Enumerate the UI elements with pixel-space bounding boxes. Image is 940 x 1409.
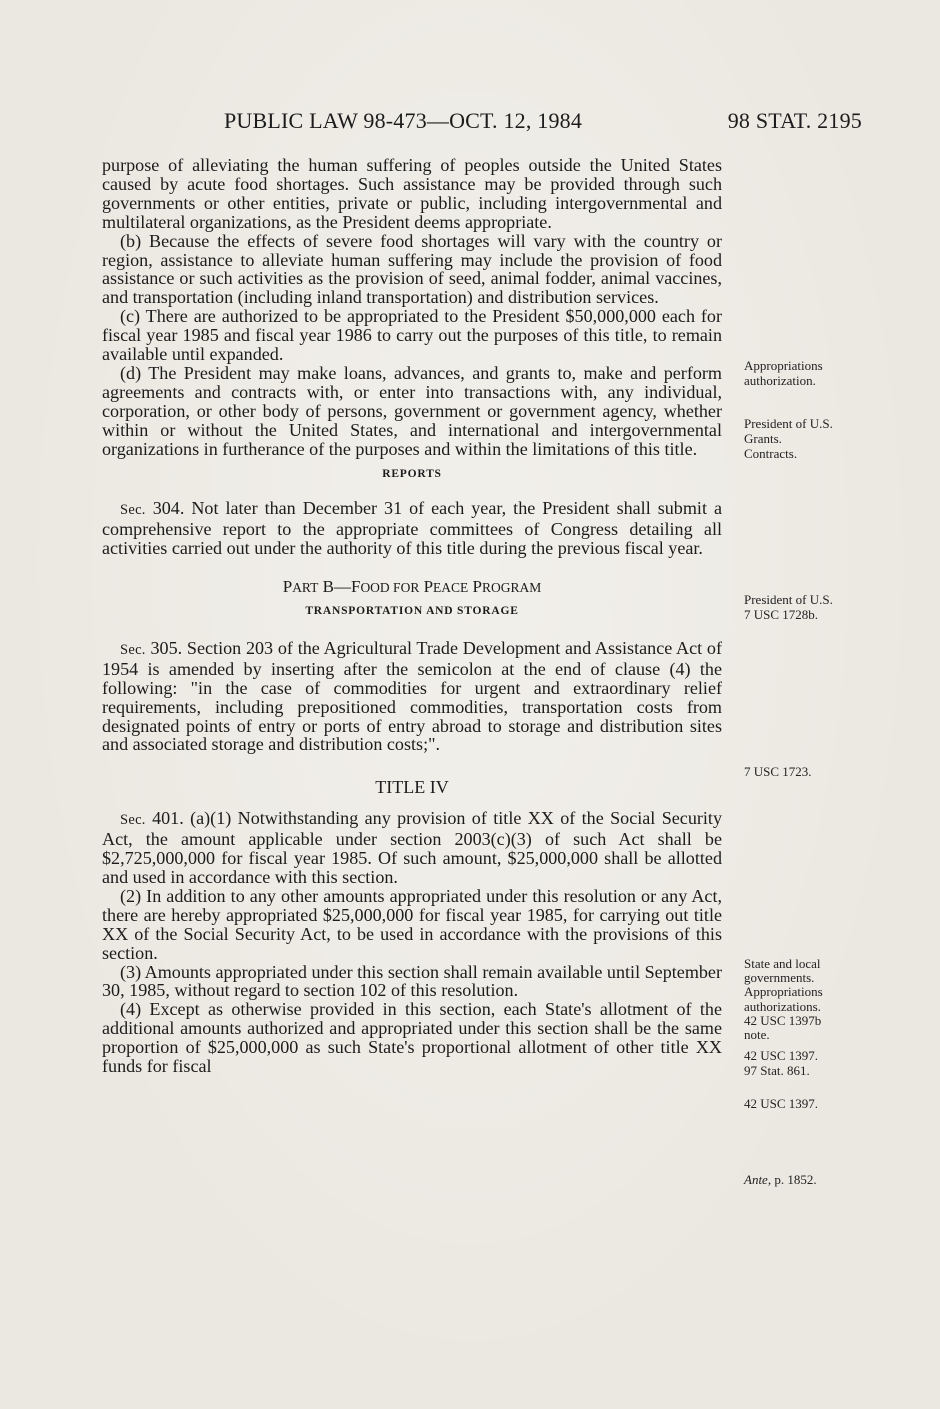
margin-note-42usc1397: 42 USC 1397. 97 Stat. 861. [744, 1048, 819, 1078]
section-304 [102, 499, 722, 558]
section-305 [102, 639, 722, 754]
margin-note-42usc1397-second: 42 USC 1397. [744, 1096, 819, 1111]
paragraph-c: (c) There are authorized to be appropriated to the President $50,000,000 each for fiscal year 1985 and fiscal year 1986 to carry out the purposes of this title, to remain available until expanded. [102, 306, 722, 365]
section-label: Sec. [120, 641, 146, 658]
paragraph-a2: (2) In addition to any other amounts appropriated under this resolution or any Act, there are hereby appropriated $25,000,000 for fiscal year 1985, for carrying out title XX of the Social Security Act, to be used in accordance with the provisions of this section. [102, 885, 722, 963]
part-b-heading: PART B—FOOD FOR PEACE PROGRAM [282, 577, 542, 597]
body-text [102, 156, 722, 1076]
section-304-text: 304. Not later than December 31 of each year, the President shall submit a comprehensive report to the appropriate committees of Congress detailing all activities carried out under the authority of this title during the previous fiscal year. [102, 498, 722, 559]
section-401-text: 401. (a)(1) Notwithstanding any provision of title XX of the Social Security Act, the amount applicable under section 2003(c)(3) of such Act shall be $2,725,000,000 for fiscal year 1985. Of such amount, $25,000,000 shall be allotted and used in accordance with this section. [102, 808, 722, 887]
section-label: Sec. [120, 502, 146, 519]
page-header [102, 108, 862, 138]
section-label: Sec. [120, 812, 146, 829]
paragraph-b: (b) Because the effects of severe food shortages will vary with the country or region, assistance to alleviate human suffering may include the provision of food assistance or such activities as the provision of seed, animal fodder, animal vaccines, and transportation (including inland transportation) and distribution services. [102, 230, 722, 308]
margin-note-7usc1723: 7 USC 1723. [744, 764, 812, 779]
paragraph-d: (d) The President may make loans, advances, and grants to, make and perform agreements and contracts with, or enter into transactions with, any individual, corporation, or other body of persons, government or government agency, whether within or without the United States, and international and intergovernmental organizations in furtherance of the purposes and within the limitations of this title. [102, 362, 722, 459]
margin-note-appropriations: Appropriations authorization. [744, 358, 823, 388]
statute-page-number: 98 STAT. 2195 [727, 108, 862, 133]
margin-note-reports: President of U.S. 7 USC 1728b. [744, 592, 833, 622]
paragraph-a3: (3) Amounts appropriated under this section shall remain available until September 30, 1985, without regard to section 102 of this resolution. [102, 961, 722, 1001]
reports-heading: REPORTS [382, 467, 442, 480]
paragraph-continuation: purpose of alleviating the human suffering of peoples outside the United States caused by acute food shortages. Such assistance may be provided through such governments or other entities, private or public, including intergovernmental and multilateral organizations, as the President deems appropriate. [102, 155, 722, 232]
section-401 [102, 809, 722, 887]
paragraph-a4: (4) Except as otherwise provided in this section, each State's allotment of the additional amounts authorized and appropriated under this section shall be the same proportion of $25,000,000 as such State's proportional allotment of other title XX funds for fiscal [102, 999, 722, 1077]
transportation-heading: TRANSPORTATION AND STORAGE [305, 605, 519, 618]
margin-note-president-grants: President of U.S. Grants. Contracts. [744, 416, 833, 461]
margin-note-ante: Ante, p. 1852. [744, 1172, 817, 1187]
margin-note-state-local: State and local governments. Appropriations authorizations. 42 USC 1397b note. [744, 956, 823, 1043]
section-305-text: 305. Section 203 of the Agricultural Trade Development and Assistance Act of 1954 is amended by inserting after the semicolon at the end of clause (4) the following: "in the case of commodities for urgent and extraordinary relief requirements, including prepositioned commodities, transportation costs from designated points of entry or ports of entry abroad to storage and distribution sites and associated storage and distribution costs;". [102, 637, 722, 755]
law-citation: PUBLIC LAW 98-473—OCT. 12, 1984 [224, 108, 583, 133]
title-iv-heading: TITLE IV [375, 777, 449, 798]
